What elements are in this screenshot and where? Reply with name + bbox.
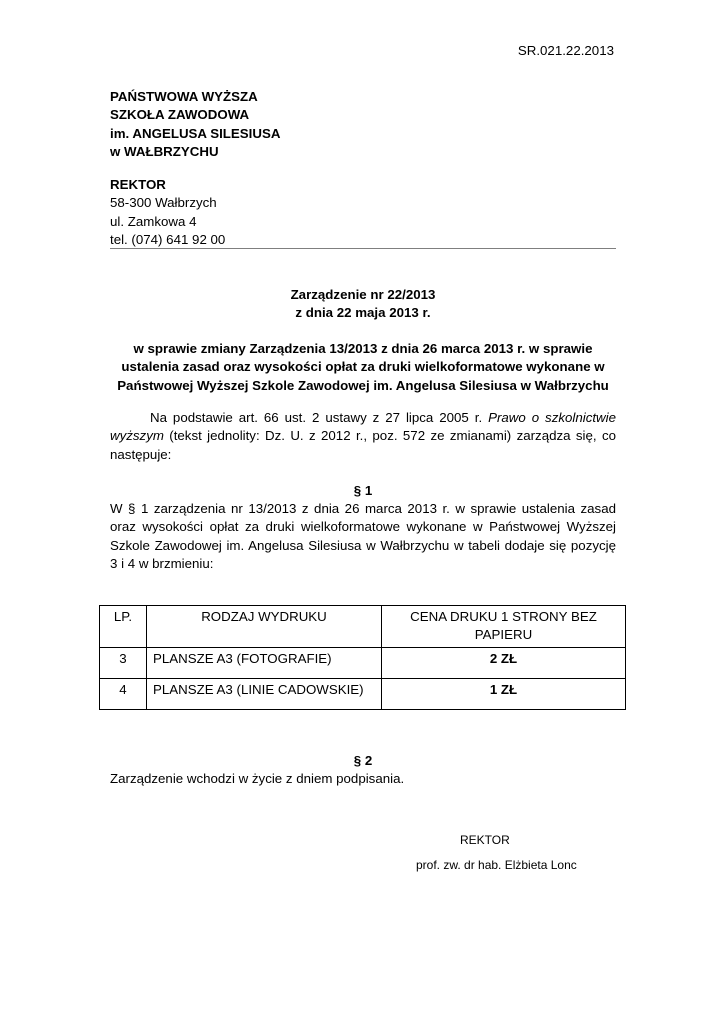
- section-2-text: Zarządzenie wchodzi w życie z dniem podpisania.: [110, 771, 405, 786]
- office-address: [110, 176, 225, 250]
- table-header-cell: RODZAJ WYDRUKU: [147, 606, 382, 648]
- legal-basis: [110, 409, 616, 464]
- legal-basis-text: Na podstawie art. 66 ust. 2 ustawy z 27 lipca 2005 r.: [150, 410, 489, 425]
- order-heading: [110, 286, 616, 323]
- legal-basis-text: (tekst jednolity: Dz. U. z 2012 r., poz. 572 ze zmianami) zarządza się, co następuje:: [110, 428, 616, 462]
- table-cell-lp: 4: [100, 678, 147, 709]
- institution-header: [110, 88, 280, 162]
- institution-line: PAŃSTWOWA WYŻSZA: [110, 89, 258, 104]
- institution-line: w WAŁBRZYCHU: [110, 144, 219, 160]
- order-title: Zarządzenie nr 22/2013: [290, 287, 436, 302]
- institution-line: im. ANGELUSA SILESIUSA: [110, 125, 281, 141]
- table-cell-price: 2 ZŁ: [382, 647, 626, 678]
- signature-name: prof. zw. dr hab. Elżbieta Lonc: [416, 858, 577, 872]
- print-fees-table: [99, 605, 626, 710]
- table-row: [100, 678, 626, 709]
- office-street: ul. Zamkowa 4: [110, 213, 197, 229]
- reference-number: SR.021.22.2013: [517, 43, 614, 58]
- order-subject: w sprawie zmiany Zarządzenia 13/2013 z dnia 26 marca 2013 r. w sprawie ustalenia zasad oraz wysokości opłat za druki wielkoformatowe wykonane w Państwowej Wyższej Szkole Zawodowej im. Angelusa Silesiusa w Wałbrzychu: [117, 341, 609, 393]
- table-row: [100, 647, 626, 678]
- office-title: REKTOR: [110, 177, 166, 192]
- section-1-text: W § 1 zarządzenia nr 13/2013 z dnia 26 marca 2013 r. w sprawie ustalenia zasad oraz wysokości opłat za druki wielkoformatowe wykonane w Państwowej Wyższej Szkole Zawodowej im. Angelusa Silesiusa w Wałbrzychu w tabeli dodaje się pozycję 3 i 4 w brzmieniu:: [110, 501, 616, 572]
- table-header-row: [100, 606, 626, 648]
- table-cell-type: PLANSZE A3 (LINIE CADOWSKIE): [147, 678, 382, 709]
- table-cell-lp: 3: [100, 647, 147, 678]
- legal-basis-act: Prawo o szkolnictwie wyższym: [110, 410, 616, 444]
- table-cell-price: 1 ZŁ: [382, 678, 626, 709]
- table-header-cell: CENA DRUKU 1 STRONY BEZ PAPIERU: [382, 606, 626, 648]
- institution-line: SZKOŁA ZAWODOWA: [110, 107, 250, 123]
- table-cell-type: PLANSZE A3 (FOTOGRAFIE): [147, 647, 382, 678]
- section-1-heading: § 1: [353, 483, 373, 498]
- table-header-cell: LP.: [100, 606, 147, 648]
- order-date: z dnia 22 maja 2013 r.: [295, 305, 431, 321]
- signature-role: REKTOR: [460, 833, 510, 847]
- header-divider: [110, 248, 616, 249]
- office-phone: tel. (074) 641 92 00: [110, 232, 226, 248]
- office-postal: 58-300 Wałbrzych: [110, 195, 217, 211]
- section-2-heading: § 2: [353, 753, 373, 768]
